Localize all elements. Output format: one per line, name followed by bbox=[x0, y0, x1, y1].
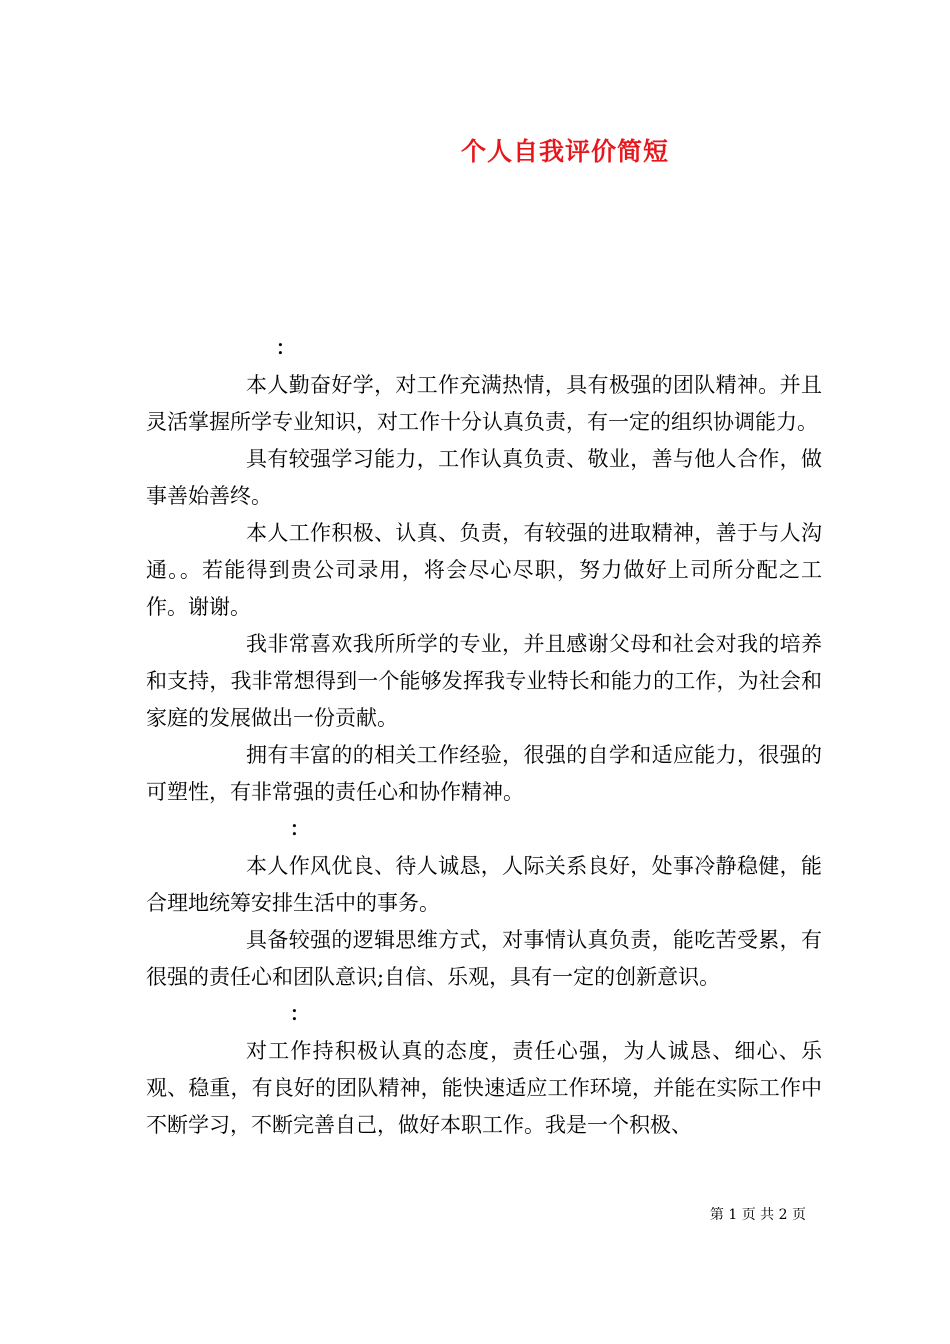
paragraph-5: 拥有丰富的的相关工作经验，很强的自学和适应能力，很强的可塑性，有非常强的责任心和协作精神。 bbox=[146, 743, 822, 804]
section-colon-3: ： bbox=[290, 1003, 310, 1025]
paragraph-1: 本人勤奋好学，对工作充满热情，具有极强的团队精神。并且灵活掌握所学专业知识，对工作十分认真负责，有一定的组织协调能力。 bbox=[146, 373, 822, 434]
paragraph-8: 对工作持积极认真的态度，责任心强，为人诚恳、细心、乐观、稳重，有良好的团队精神，能快速适应工作环境，并能在实际工作中不断学习，不断完善自己，做好本职工作。我是一个积极、 bbox=[146, 1039, 822, 1137]
section-colon-2: ： bbox=[290, 818, 310, 840]
document-title: 个人自我评价简短 bbox=[460, 137, 669, 166]
page-footer: 第 1 页 共 2 页 bbox=[709, 1207, 806, 1223]
paragraph-7: 具备较强的逻辑思维方式，对事情认真负责，能吃苦受累，有很强的责任心和团队意识;自信、乐观，具有一定的创新意识。 bbox=[146, 928, 822, 989]
section-colon-1: ： bbox=[276, 337, 296, 359]
paragraph-6: 本人作风优良、待人诚恳，人际关系良好，处事冷静稳健，能合理地统筹安排生活中的事务。 bbox=[146, 854, 822, 915]
paragraph-3: 本人工作积极、认真、负责，有较强的进取精神，善于与人沟通。。若能得到贵公司录用，将会尽心尽职，努力做好上司所分配之工作。谢谢。 bbox=[146, 521, 822, 619]
paragraph-2: 具有较强学习能力，工作认真负责、敬业，善与他人合作，做事善始善终。 bbox=[146, 447, 822, 508]
document-body bbox=[146, 330, 822, 1144]
paragraph-4: 我非常喜欢我所所学的专业，并且感谢父母和社会对我的培养和支持，我非常想得到一个能够发挥我专业特长和能力的工作，为社会和家庭的发展做出一份贡献。 bbox=[146, 632, 822, 730]
